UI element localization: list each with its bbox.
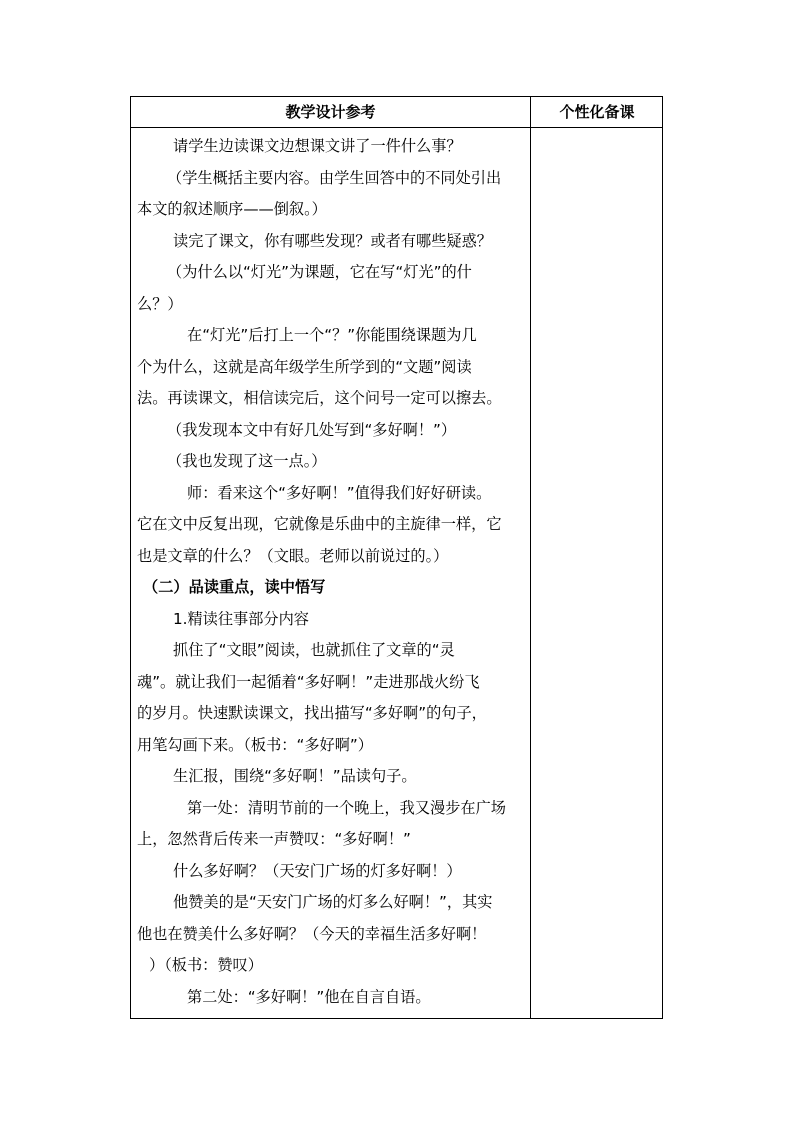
text-line: 在“灯光”后打上一个“？”你能围绕课题为几 <box>187 326 477 344</box>
teaching-design-content <box>137 131 527 1013</box>
text-line: 上，忽然背后传来一声赞叹：“多好啊！” <box>137 830 411 848</box>
text-line: 1.精读往事部分内容 <box>173 609 309 628</box>
header-teaching-design: 教学设计参考 <box>285 103 376 121</box>
text-line: 本文的叙述顺序——倒叙。） <box>137 200 327 218</box>
column-divider <box>530 97 531 1018</box>
text-line: 法。再读课文，相信读完后，这个问号一定可以擦去。 <box>137 389 502 407</box>
text-line: （我发现本文中有好几处写到“多好啊！”） <box>167 420 457 439</box>
text-line: 读完了课文，你有哪些发现？或者有哪些疑惑？ <box>173 231 492 250</box>
text-line: 请学生边读课文边想课文讲了一件什么事？ <box>173 137 462 155</box>
text-line: 魂”。就让我们一起循着“多好啊！”走进那战火纷飞 <box>137 672 480 691</box>
text-line: 用笔勾画下来。（板书：“多好啊”） <box>137 735 373 754</box>
text-line: 也是文章的什么？（文眼。老师以前说过的。） <box>137 546 449 565</box>
text-line: 么？） <box>137 294 183 313</box>
text-line: 第二处：“多好啊！”他在自言自语。 <box>187 987 431 1006</box>
text-line: ）（板书：赞叹） <box>149 956 263 974</box>
lesson-plan-table <box>130 96 663 1019</box>
section-heading: （二）品读重点，读中悟写 <box>143 578 326 596</box>
text-line: 他赞美的是“天安门广场的灯多么好啊！”，其实 <box>173 893 493 911</box>
text-line: 生汇报，围绕“多好啊！”品读句子。 <box>173 767 417 785</box>
header-divider <box>131 127 662 128</box>
text-line: （学生概括主要内容。由学生回答中的不同处引出 <box>167 168 502 187</box>
header-personal-prep: 个性化备课 <box>559 103 635 121</box>
text-line: 第一处：清明节前的一个晚上，我又漫步在广场 <box>187 798 506 817</box>
text-line: （我也发现了这一点。） <box>167 452 327 470</box>
text-line: 他也在赞美什么多好啊？（今天的幸福生活多好啊！ <box>137 924 487 943</box>
text-line: 它在文中反复出现，它就像是乐曲中的主旋律一样，它 <box>137 515 502 533</box>
text-line: 抓住了“文眼”阅读，也就抓住了文章的“灵 <box>173 641 455 659</box>
text-line: （为什么以“灯光”为课题，它在写“灯光”的什 <box>167 263 472 281</box>
text-line: 什么多好啊？（天安门广场的灯多好啊！） <box>173 861 462 880</box>
text-line: 师：看来这个“多好啊！”值得我们好好研读。 <box>187 483 492 502</box>
text-line: 的岁月。快速默读课文，找出描写“多好啊”的句子， <box>137 704 487 722</box>
text-line: 个为什么，这就是高年级学生所学到的“文题”阅读 <box>137 357 472 376</box>
